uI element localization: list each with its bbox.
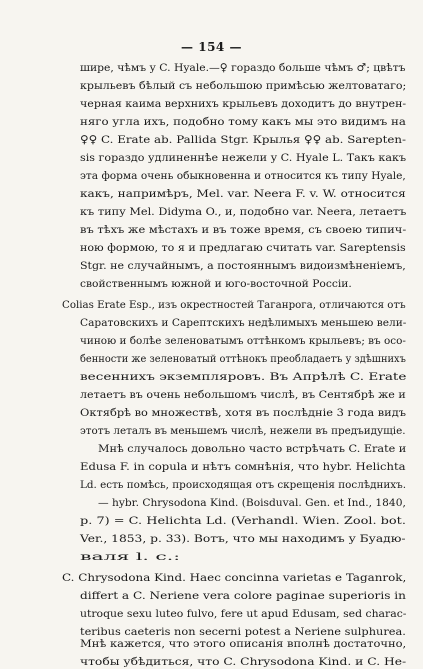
text-line: крыльевъ бѣлый съ небольшою примѣсью желтоватаго;: [80, 80, 407, 92]
text-line: какъ, напримѣръ, Mel. var. Neera F. v. W. относится: [80, 188, 406, 200]
page-number: — 154 —: [181, 40, 242, 54]
text-line: эта форма очень обыкновенна и относится къ типу Hyale,: [80, 170, 406, 182]
text-line: Colias Erate Esp., изъ окрестностей Таганрога, отличаются отъ: [62, 299, 406, 311]
text-line: ♀♀ C. Erate ab. Pallida Stgr. Крылья ♀♀ ab. Sarepten-: [80, 134, 406, 146]
text-line: въ тѣхъ же мѣстахъ и въ тоже время, съ своею типич-: [80, 224, 407, 236]
text-line: Ver., 1853, p. 33). Вотъ, что мы находимъ у Буадю-: [80, 533, 406, 545]
text-line: Мнѣ случалось довольно часто встрѣчать C. Erate и: [98, 443, 407, 455]
text-line: чиною и болѣе зеленоватымъ оттѣнкомъ крыльевъ; въ осо-: [80, 335, 406, 347]
text-line: шире, чѣмъ у C. Hyale.—♀ гораздо больше чѣмъ ♂; цвѣтъ: [80, 62, 406, 74]
text-line: Октябрѣ во множествѣ, хотя въ послѣдніе 3 года видъ: [80, 407, 407, 419]
text-line: utroque sexu luteo fulvo, fere ut apud Edusam, sed charac-: [80, 608, 407, 620]
text-line: teribus caeteris non secerni potest a Neriene sulphurea.: [80, 626, 406, 638]
text-line: бенности же зеленоватый оттѣнокъ преобладаетъ у здѣшнихъ: [80, 353, 406, 365]
text-line: Ld. есть помѣсь, происходящая отъ скрещенія послѣднихъ.: [80, 479, 407, 491]
text-line: p. 7) = C. Helichta Ld. (Verhandl. Wien. Zool. bot.: [80, 515, 406, 527]
text-line: Саратовскихъ и Сарептскихъ недѣлимыхъ меньшею вели-: [80, 317, 407, 329]
text-line: — hybr. Chrysodona Kind. (Boisduval. Gen. et Ind., 1840,: [98, 497, 406, 509]
text-line: C. Chrysodona Kind. Haec concinna varietas e Taganrok,: [62, 572, 407, 584]
text-line: свойственнымъ южной и юго-восточной Россіи.: [80, 278, 352, 290]
text-line: черная каима верхнихъ крыльевъ доходитъ до внутрен-: [80, 98, 407, 110]
text-line: ною формою, то я и предлагаю считать var. Sareptensis: [80, 242, 406, 254]
text-line: Stgr. не случайнымъ, а постояннымъ видоизмѣненіемъ,: [80, 260, 406, 272]
text-line: няго угла ихъ, подобно тому какъ мы это видимъ на: [80, 116, 406, 128]
text-line: Edusa F. in copula и нѣтъ сомнѣнія, что hybr. Helichta: [80, 461, 406, 473]
text-line: чтобы убѣдиться, что C. Chrysodona Kind. и C. He-: [80, 656, 407, 668]
text-line: этотъ леталъ въ меньшемъ числѣ, нежели въ предъидущіе.: [80, 425, 406, 437]
text-line: весеннихъ экземпляровъ. Въ Апрѣлѣ C. Erate: [80, 371, 407, 383]
text-line: валя l. c.:: [80, 551, 181, 563]
text-line: Мнѣ кажется, что этого описанія вполнѣ достаточно,: [80, 638, 407, 650]
text-line: sis гораздо удлиненнѣе нежели у C. Hyale L. Такъ какъ: [80, 152, 407, 164]
text-line: differt a C. Neriene vera colore paginae superioris in: [80, 590, 406, 602]
text-line: летаетъ въ очень небольшомъ числѣ, въ Сентябрѣ же и: [80, 389, 406, 401]
text-line: къ типу Mel. Didyma O., и, подобно var. Neera, летаетъ: [80, 206, 407, 218]
